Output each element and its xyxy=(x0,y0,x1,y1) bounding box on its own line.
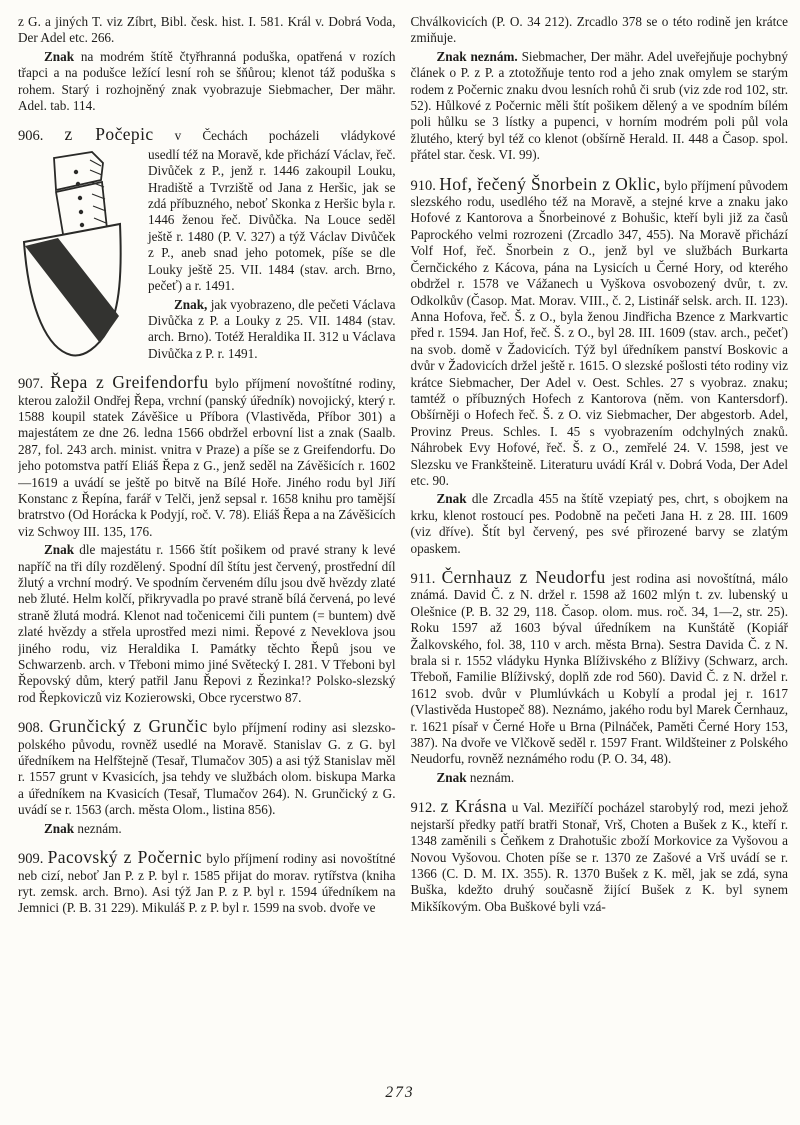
coat-of-arms-figure xyxy=(18,150,136,362)
entry-911 xyxy=(411,569,789,786)
entry-body-with-figure xyxy=(18,147,396,362)
blazon-lead: Znak xyxy=(44,542,75,558)
entry-heading-and-body xyxy=(411,569,789,768)
blazon-paragraph xyxy=(18,49,396,115)
entry-body-text: bylo příjmení rodiny asi novoštítné neb cizí, neboť Jan P. z P. byl r. 1585 přijat do morav. rytířstva (kniha ryt. zemsk. arch. Brno). Asi týž Jan P. z P. byl r. 1594 úředníkem na Jemnici (P. B. 31 229). Mikuláš P. z P. byl r. 1599 na svob. dvoře ve xyxy=(18,851,396,916)
entry-body-text: usedlí též na Moravě, kde přichází Václav, řeč. Divůček z P., jenž r. 1446 zakoupil Louku, Hradiště a Tvrziště od Jana z Heršic, jak se zdá příbuzného, neboť Skonka z Heršic byla r. 1446 ženou řeč. Divůčka. Na Louce seděl ještě r. 1480 (P. V. 327) a týž Václav Divůček z P., aneb snad jeho potomek, píše se dle Louky ještě 25. VII. 1484 (stav. arch. Brno, pečeť) a r. 1491. xyxy=(148,146,396,294)
entry-family-name: z Krásna xyxy=(440,796,508,817)
right-column xyxy=(411,14,789,1064)
blazon-paragraph xyxy=(411,770,789,786)
entry-heading-and-body xyxy=(18,849,396,917)
entry-heading xyxy=(18,126,396,144)
left-column xyxy=(18,14,396,1064)
entry-910 xyxy=(410,173,789,557)
entry-912 xyxy=(411,798,789,915)
entry-number: 908. xyxy=(18,720,44,737)
blazon-lead: Znak xyxy=(44,48,75,64)
entry-family-name: Řepa z Greifendorfu xyxy=(50,372,209,393)
continuation-paragraph: Chválkovicích (P. O. 34 212). Zrcadlo 378 se o této rodině jen krátce zmiňuje. xyxy=(410,14,788,46)
blazon-paragraph xyxy=(411,49,789,164)
entry-number: 910. xyxy=(410,177,436,194)
blazon-paragraph xyxy=(18,542,396,706)
entry-909 xyxy=(18,849,396,917)
blazon-paragraph xyxy=(18,821,396,837)
blazon-lead: Znak xyxy=(436,769,467,785)
entry-number: 909. xyxy=(18,851,44,868)
entry-heading-and-body xyxy=(18,374,396,540)
entry-number: 906. xyxy=(18,128,44,145)
text-columns xyxy=(18,14,788,1064)
blazon-text: neznám. xyxy=(74,820,122,836)
entry-family-name: z Počepic xyxy=(64,124,154,145)
entry-family-name: Černhauz z Neudorfu xyxy=(441,567,606,587)
blazon-text: dle Zrcadla 455 na štítě vzepiatý pes, chrt, s obojkem na krku, klenot rostoucí pes. Podobně na pečeti Jana H. z 28. III. 1609 (viz dříve). Štít byl červený, pes své přirozené barvy se zlatým opaskem. xyxy=(410,491,788,556)
continuation-paragraph: z G. a jiných T. viz Zíbrt, Bibl. česk. hist. I. 581. Král v. Dobrá Voda, Der Adel etc. 266. xyxy=(18,14,396,46)
entry-number: 907. xyxy=(18,376,44,393)
entry-907 xyxy=(18,374,396,706)
entry-heading-and-body xyxy=(411,798,789,915)
entry-number: 911. xyxy=(410,571,436,587)
entry-heading-and-body xyxy=(410,173,789,490)
entry-body-text: jest rodina asi novoštítná, málo známá. David Č. z N. držel r. 1598 až 1602 mlýn t. zv. lubenský u Olešnice (P. B. 32 29, 118. Časop. olom. mus. roč. 34, 1—2, str. 25). Roku 1597 až 1603 býval úředníkem na Kunštátě (Kopiář Žalkovského, fol. 38, 110 v arch. města Brna). Sestra Davida Č. z N. brala si r. 1552 vládyku Hynka Blíživského z Blíživy (Schwarz, arch. Třeboň, Familie Blíživský, doplň zde rod 560). David Č. z N. držel r. 1612 svob. dvůr v Plumlúvkách u Kobylí a prodal jej r. 1617 (Vlastivěda Hustopeč 88). Neznámo, jakého rodu byl Marek Černhauz, r. 1621 písař v Černé Hoře u Brna (Pilnáček, Paměti Černé Hory 153, 387). Na dvoře ve Vlčkově seděl r. 1597 Frant. Wildšteiner z Polského Neudorfu, rovněž neznámého rodu (P. O. 34, 48). xyxy=(410,571,788,767)
entry-family-name: Grunčický z Grunčic xyxy=(48,716,208,737)
heraldic-shield-icon xyxy=(18,150,136,362)
entry-body-text: bylo příjmení rodiny asi slezsko-polského původu, rovněž usedlé na Moravě. Stanislav G. z G. byl úředníkem na Helfštejně (Tesař, Tlumačov 305) a asi týž Stanislav měl r. 1557 grunt v Kvasicích, jsa tehdy ve službách olom. biskupa Marka a úředníkem na Kvasicích (Tesař, Tlumačov 264). N. Grunčický z G. uvádí se r. 1563 (arch. města Olom., listina 856). xyxy=(18,720,396,818)
blazon-lead: Znak xyxy=(436,491,467,507)
entry-body-text: bylo příjmení původem slezského rodu, usedlého též na Moravě, a stejné krve a znaku jako Hofové z Kantorova a Šnorbeinové z Bohušic, kteří byli již za časů Paprockého velmi rozrozeni (Zrcadlo 347, 455). Na Moravě přichází Volf Hof, řeč. Šnorbein z O., jenž byl ve službách Burkarta Černčického z Kácova, pána na Lysicích u Černé Hory, od kterého obdržel r. 1578 ve Vážanech u Vyškova osvobozený dvůr, t. zv. Odkolkův (Časop. Mat. Morav. VIII., č. 2, Listinář selsk. arch. II. 123). Anna Hofova, řeč. Š. z O., byla ženou Jindřicha Bzence z Markvartic před r. 1594. Jan Hof, řeč. Š. z O., byl 28. III. 1609 (stav. arch., pečeť) na svob. domě v Žadovicích. Týž byl úředníkem panství Boskovic a dvůr v Žadovicích držel ještě r. 1615. O slezské pošlosti této rodiny viz krátce Siebmacher, Der Adel v. Oest. Schles. 27 s vyobraz. znaku; tamtéž o příbuzných Hofech z Kantorova (něm. von Kantersdorf). Obšírněji o Hofech řeč. Š. z O. viz Siebmacher, Der abgestorb. Adel, Provinz Preus. Schles. I. 45 s vyobrazením odchylných znaků. Náhrobek Evy Hofové, řeč. Š. z O., zemřelé 24. V. 1598, jest ve Slezsku ve Frankšteině. Literaturu uvádí Král v. Dobrá Voda, Der Adel etc. 90. xyxy=(410,177,788,488)
entry-body-text: v Čechách pocházeli vládykové xyxy=(174,128,396,144)
entry-body-text: u Val. Meziříčí pocházel starobylý rod, mezi jehož nejstarší předky patří bratři Stonař, Vrš, Choten a Bušek z K., kteří r. 1348 zaměnili s Čeňkem z Drahotušic zboží Morkovice za Vyšovou a Novou Vyšovou. Choten píše se r. 1370 ze Zašové a Vrš uvádí se r. 1366 (C. D. M. IX. 355). R. 1370 Bušek z K. měl, jak se zdá, syna Buška, kdežto druhý současně žijící Bušek z K. byl synem Mikšíkovým. Oba Buškové byli vzá- xyxy=(410,800,788,914)
page-number: 273 xyxy=(385,1083,415,1101)
blazon-text: Siebmacher, Der mähr. Adel uveřejňuje pochybný článek o P. z P. a ztotožňuje tento rod a jeho znak omylem se starým rodem z Počernic znaku dvou lesních rohů či srub (viz zde rod 102, str. 52). Hůlkové z Počernic měli štít pošikem dělený a ve spodním bílém poli hůlku se 3 lístky a pupenci, v horním modrém poli půl vola žlutého, který byl též co klenot (obšírně Herald. II. 448 a Časop. spol. přátel star. česk. VI. 99). xyxy=(410,48,788,163)
blazon-text: neznám. xyxy=(466,769,515,785)
entry-906 xyxy=(18,126,396,362)
blazon-paragraph xyxy=(411,491,789,557)
blazon-lead: Znak neznám. xyxy=(436,48,518,64)
blazon-lead: Znak xyxy=(44,820,75,836)
entry-body-text: bylo příjmení novoštítné rodiny, kterou založil Ondřej Řepa, vrchní (panský úředník) novojický, který r. 1588 koupil statek Závěšice u Příbora (Vlastivěda, Příbor 301) a majestátem ze dne 26. ledna 1566 obdržel erbovní list a znak (Saalb. 287, fol. 243 arch. minist. vnitra v Praze) a píše se z Greifendorfu. Do jeho potomstva patří Eliáš Řepa z G., jenž seděl na Závěšicích r. 1602—1619 a uvádí se ještě po bitvě na Bílé Hoře. Jiného rodu byl Jiří Konstanc z Řepína, farář v Telči, jenž sepsal r. 1658 knihu pro tamější bratrstvo (Od Horácka k Podyjí, roč. V. 78). Eliáš Řepa a na Závěšicích viz Schwoy III. 135, 176. xyxy=(18,376,396,539)
blazon-text: na modrém štítě čtyřhranná poduška, opatřená v rozích třapci a na podušce ležící lesní roh se šňůrou; klenot táž poduška s rohem. Starý i rozhojněný znak vyobrazuje Siebmacher, Der mähr. Adel. tab. 114. xyxy=(18,48,396,114)
entry-908 xyxy=(18,718,396,837)
entry-family-name: Hof, řečený Šnorbein z Oklic, xyxy=(439,173,661,194)
blazon-text: dle majestátu r. 1566 štít pošikem od pravé strany k levé napříč na tři díly rozdělený. Spodní díl štítu jest červený, prostřední díl žlutý a vrchní modrý. Ve spodním červeném dílu jsou dvě hvězdy zlaté neb žluté. Helm kolčí, přikryvadla po pravé straně bílá červená, po levé straně žlutá modrá. Klenot nad točenicemi čili puntem (= buntem) dvě zlaté hvězdy a střela uprostřed mezi nimi. Řepové z Neveklova jsou jiného rodu, viz Heraldika I. Památky těchto Řepů jsou ve Schwarzenb. arch. v Třeboni mimo jiné Světecký I. 281. V Třeboni byl Řepovský dům, který patřil Janu Řepovi z Řezinka!? Polsko-slezský rod Řepkoviczů viz Kozierowski, Obce rycerstwo 87. xyxy=(18,542,396,705)
blazon-lead: Znak, xyxy=(174,296,208,312)
entry-number: 912. xyxy=(410,800,436,817)
blazon-text: jak vyobrazeno, dle pečeti Václava Divůčka z P. a Louky z 25. VII. 1484 (stav. arch. Brno). Totéž Heraldika II. 312 u Václava Divůčka z P. r. 1491. xyxy=(148,296,396,361)
entry-heading-and-body xyxy=(18,718,396,818)
entry-family-name: Pacovský z Počernic xyxy=(47,847,203,868)
